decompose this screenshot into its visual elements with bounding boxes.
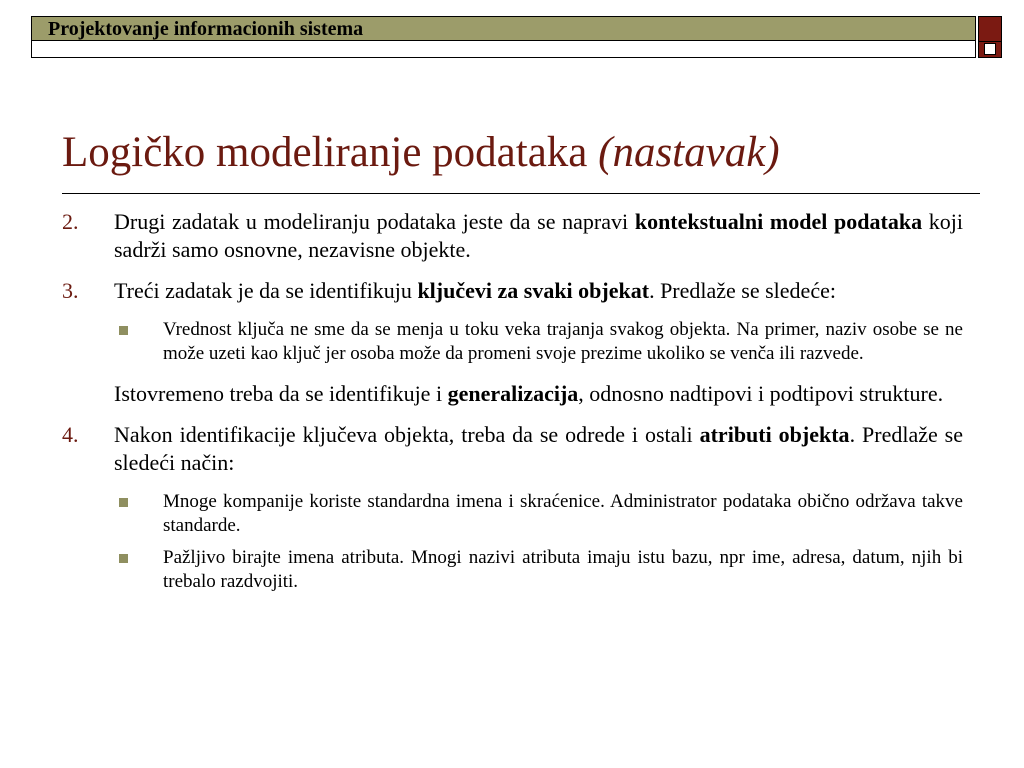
- list-item-4: [62, 421, 963, 477]
- title-divider: [62, 193, 980, 194]
- header-bar: [31, 16, 976, 41]
- item-text-end: koji sadrži samo osnovne, nezavisne objekte.: [114, 209, 963, 262]
- sub-bullet-text: Vrednost ključa ne sme da se menja u toku veka trajanja svakog objekta. Na primer, naziv osobe se ne može uzeti kao ključ jer osoba može da promeni svoje prezime ukoliko se venča ili razvede.: [163, 319, 963, 364]
- sub-bullet-text: Mnoge kompanije koriste standardna imena i skraćenice. Administrator podataka obično održava takve standarde.: [163, 491, 963, 536]
- square-bullet-icon: [119, 554, 128, 563]
- item-3-paragraph: [62, 380, 963, 408]
- para-text: Istovremeno treba da se identifikuje i: [114, 381, 448, 406]
- corner-square-inner: [984, 43, 996, 55]
- item-number: 4.: [62, 422, 79, 447]
- sub-bullet-item: [62, 546, 963, 594]
- square-bullet-icon: [119, 326, 128, 335]
- sub-bullet-item: [62, 318, 963, 366]
- item-bold: atributi objekta: [699, 422, 850, 447]
- slide-title: [62, 128, 780, 178]
- item-number: 2.: [62, 209, 79, 234]
- item-text-end: . Predlaže se sledeće:: [649, 278, 836, 303]
- header-underband: [31, 41, 976, 58]
- item-text: Treći zadatak je da se identifikuju: [114, 278, 418, 303]
- item-text: Drugi zadatak u modeliranju podataka jeste da se napravi: [114, 209, 635, 234]
- list-item-2: [62, 208, 963, 264]
- header-title: Projektovanje informacionih sistema: [48, 18, 364, 40]
- item-bold: kontekstualni model podataka: [634, 209, 923, 234]
- list-item-3: [62, 277, 963, 305]
- item-bold: ključevi za svaki objekat: [417, 278, 650, 303]
- slide-content: [62, 208, 963, 602]
- para-text-end: , odnosno nadtipovi i podtipovi strukture.: [578, 381, 944, 406]
- slide-title-main: Logičko modeliranje podataka: [62, 129, 588, 176]
- slide-title-italic: (nastavak): [598, 129, 780, 176]
- item-text: Nakon identifikacije ključeva objekta, treba da se odrede i ostali: [114, 422, 700, 447]
- corner-square-top: [978, 16, 1002, 42]
- item-text-end: . Predlaže se sledeći način:: [114, 422, 964, 475]
- item-number: 3.: [62, 278, 79, 303]
- sub-bullet-text: Pažljivo birajte imena atributa. Mnogi nazivi atributa imaju istu bazu, npr ime, adresa, datum, njih bi trebalo razdvojiti.: [163, 547, 963, 592]
- sub-bullet-item: [62, 490, 963, 538]
- para-bold: generalizacija: [447, 381, 579, 406]
- square-bullet-icon: [119, 498, 128, 507]
